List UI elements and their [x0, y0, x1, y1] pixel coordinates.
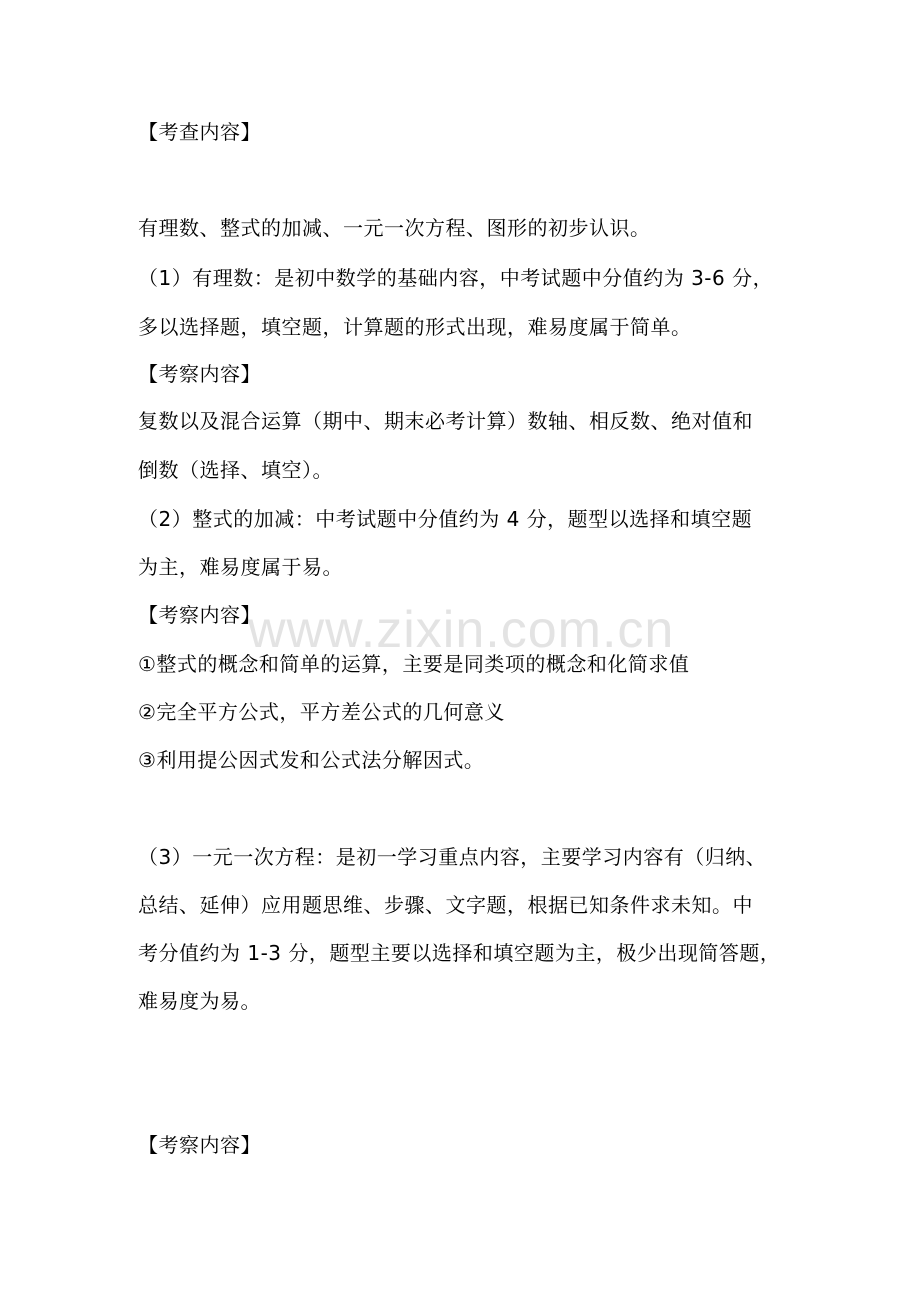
section-2-line-1: （2）整式的加减：中考试题中分值约为 4 分，题型以选择和填空题: [138, 507, 753, 531]
section-3-line-4: 难易度为易。: [138, 989, 261, 1013]
section-2-line-2: 为主，难易度属于易。: [138, 555, 343, 579]
section-1-detail-2: 倒数（选择、填空）。: [138, 458, 333, 482]
section-3-line-2: 总结、延伸）应用题思维、步骤、文字题，根据已知条件求未知。中: [138, 893, 753, 917]
section-1-heading: 【考察内容】: [138, 362, 261, 386]
intro-paragraph: 有理数、整式的加减、一元一次方程、图形的初步认识。: [138, 216, 651, 240]
section-2-item-3: ③利用提公因式发和公式法分解因式。: [138, 748, 485, 772]
section-2-item-2: ②完全平方公式，平方差公式的几何意义: [138, 700, 505, 724]
section-2-item-1: ①整式的概念和简单的运算，主要是同类项的概念和化简求值: [138, 652, 690, 676]
section-2-heading: 【考察内容】: [138, 603, 261, 627]
section-1-line-1: （1）有理数：是初中数学的基础内容，中考试题中分值约为 3-6 分，: [138, 266, 774, 290]
heading-exam-content: 【考查内容】: [138, 120, 261, 144]
section-3-line-1: （3）一元一次方程：是初一学习重点内容，主要学习内容有（归纳、: [138, 845, 767, 869]
section-3-line-3: 考分值约为 1-3 分，题型主要以选择和填空题为主，极少出现简答题，: [138, 941, 781, 965]
section-1-detail-1: 复数以及混合运算（期中、期末必考计算）数轴、相反数、绝对值和: [138, 409, 753, 433]
heading-last: 【考察内容】: [138, 1133, 261, 1157]
watermark: www.zixin.com.cn: [248, 601, 675, 659]
section-1-line-2: 多以选择题，填空题，计算题的形式出现，难易度属于简单。: [138, 315, 692, 339]
